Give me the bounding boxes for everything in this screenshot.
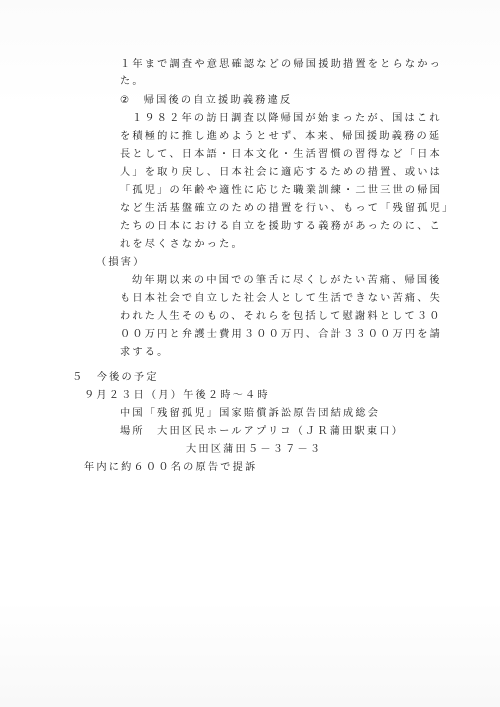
section-heading: （損害）: [96, 257, 146, 268]
section-heading: ② 帰国後の自立援助義務違反: [120, 95, 293, 106]
paragraph-line: れを尽くさなかった。: [120, 239, 244, 250]
paragraph-line: 人」を取り戻し、日本社会に適応するための措置、或いは: [120, 167, 443, 178]
schedule-line: 年内に約６００名の原告で提訴: [84, 462, 258, 473]
schedule-line: 中国「残留孤児」国家賠償訴訟原告団結成総会: [120, 408, 381, 419]
paragraph-line: １９８２年の訪日調査以降帰国が始まったが、国はこれ: [132, 113, 442, 124]
paragraph-line: 長として、日本語・日本文化・生活習慣の習得など「日本: [120, 149, 442, 160]
paragraph-line: たちの日本における自立を援助する義務があったのに、こ: [120, 221, 442, 232]
paragraph-line: １年まで調査や意思確認などの帰国援助措置をとらなかっ: [120, 59, 443, 70]
paragraph-line: も日本社会で自立した社会人として生活できない苦痛、失: [120, 293, 443, 304]
paragraph-line: ００万円と弁護士費用３００万円、合計３３００万円を請: [120, 329, 443, 340]
paragraph-line: を積極的に推し進めようとせず、本来、帰国援助義務の延: [120, 131, 442, 142]
schedule-line: ９月２３日（月）午後２時～４時: [84, 390, 270, 401]
schedule-line: 大田区蒲田５－３７－３: [186, 444, 323, 455]
paragraph-line: 幼年期以来の中国での筆舌に尽くしがたい苦痛、帰国後: [132, 275, 442, 286]
section-heading: ５ 今後の予定: [72, 372, 159, 383]
paragraph-line: 求する。: [120, 347, 170, 358]
paragraph-line: た。: [120, 76, 145, 87]
paragraph-line: われた人生そのもの、それらを包括して慰謝料として３０: [120, 311, 442, 322]
schedule-line: 場所 大田区民ホールアプリコ（ＪＲ蒲田駅東口）: [120, 426, 405, 437]
paragraph-line: など生活基盤確立のための措置を行い、もって「残留孤児」: [120, 203, 455, 214]
paragraph-line: 「孤児」の年齢や適性に応じた職業訓練・二世三世の帰国: [120, 185, 443, 196]
